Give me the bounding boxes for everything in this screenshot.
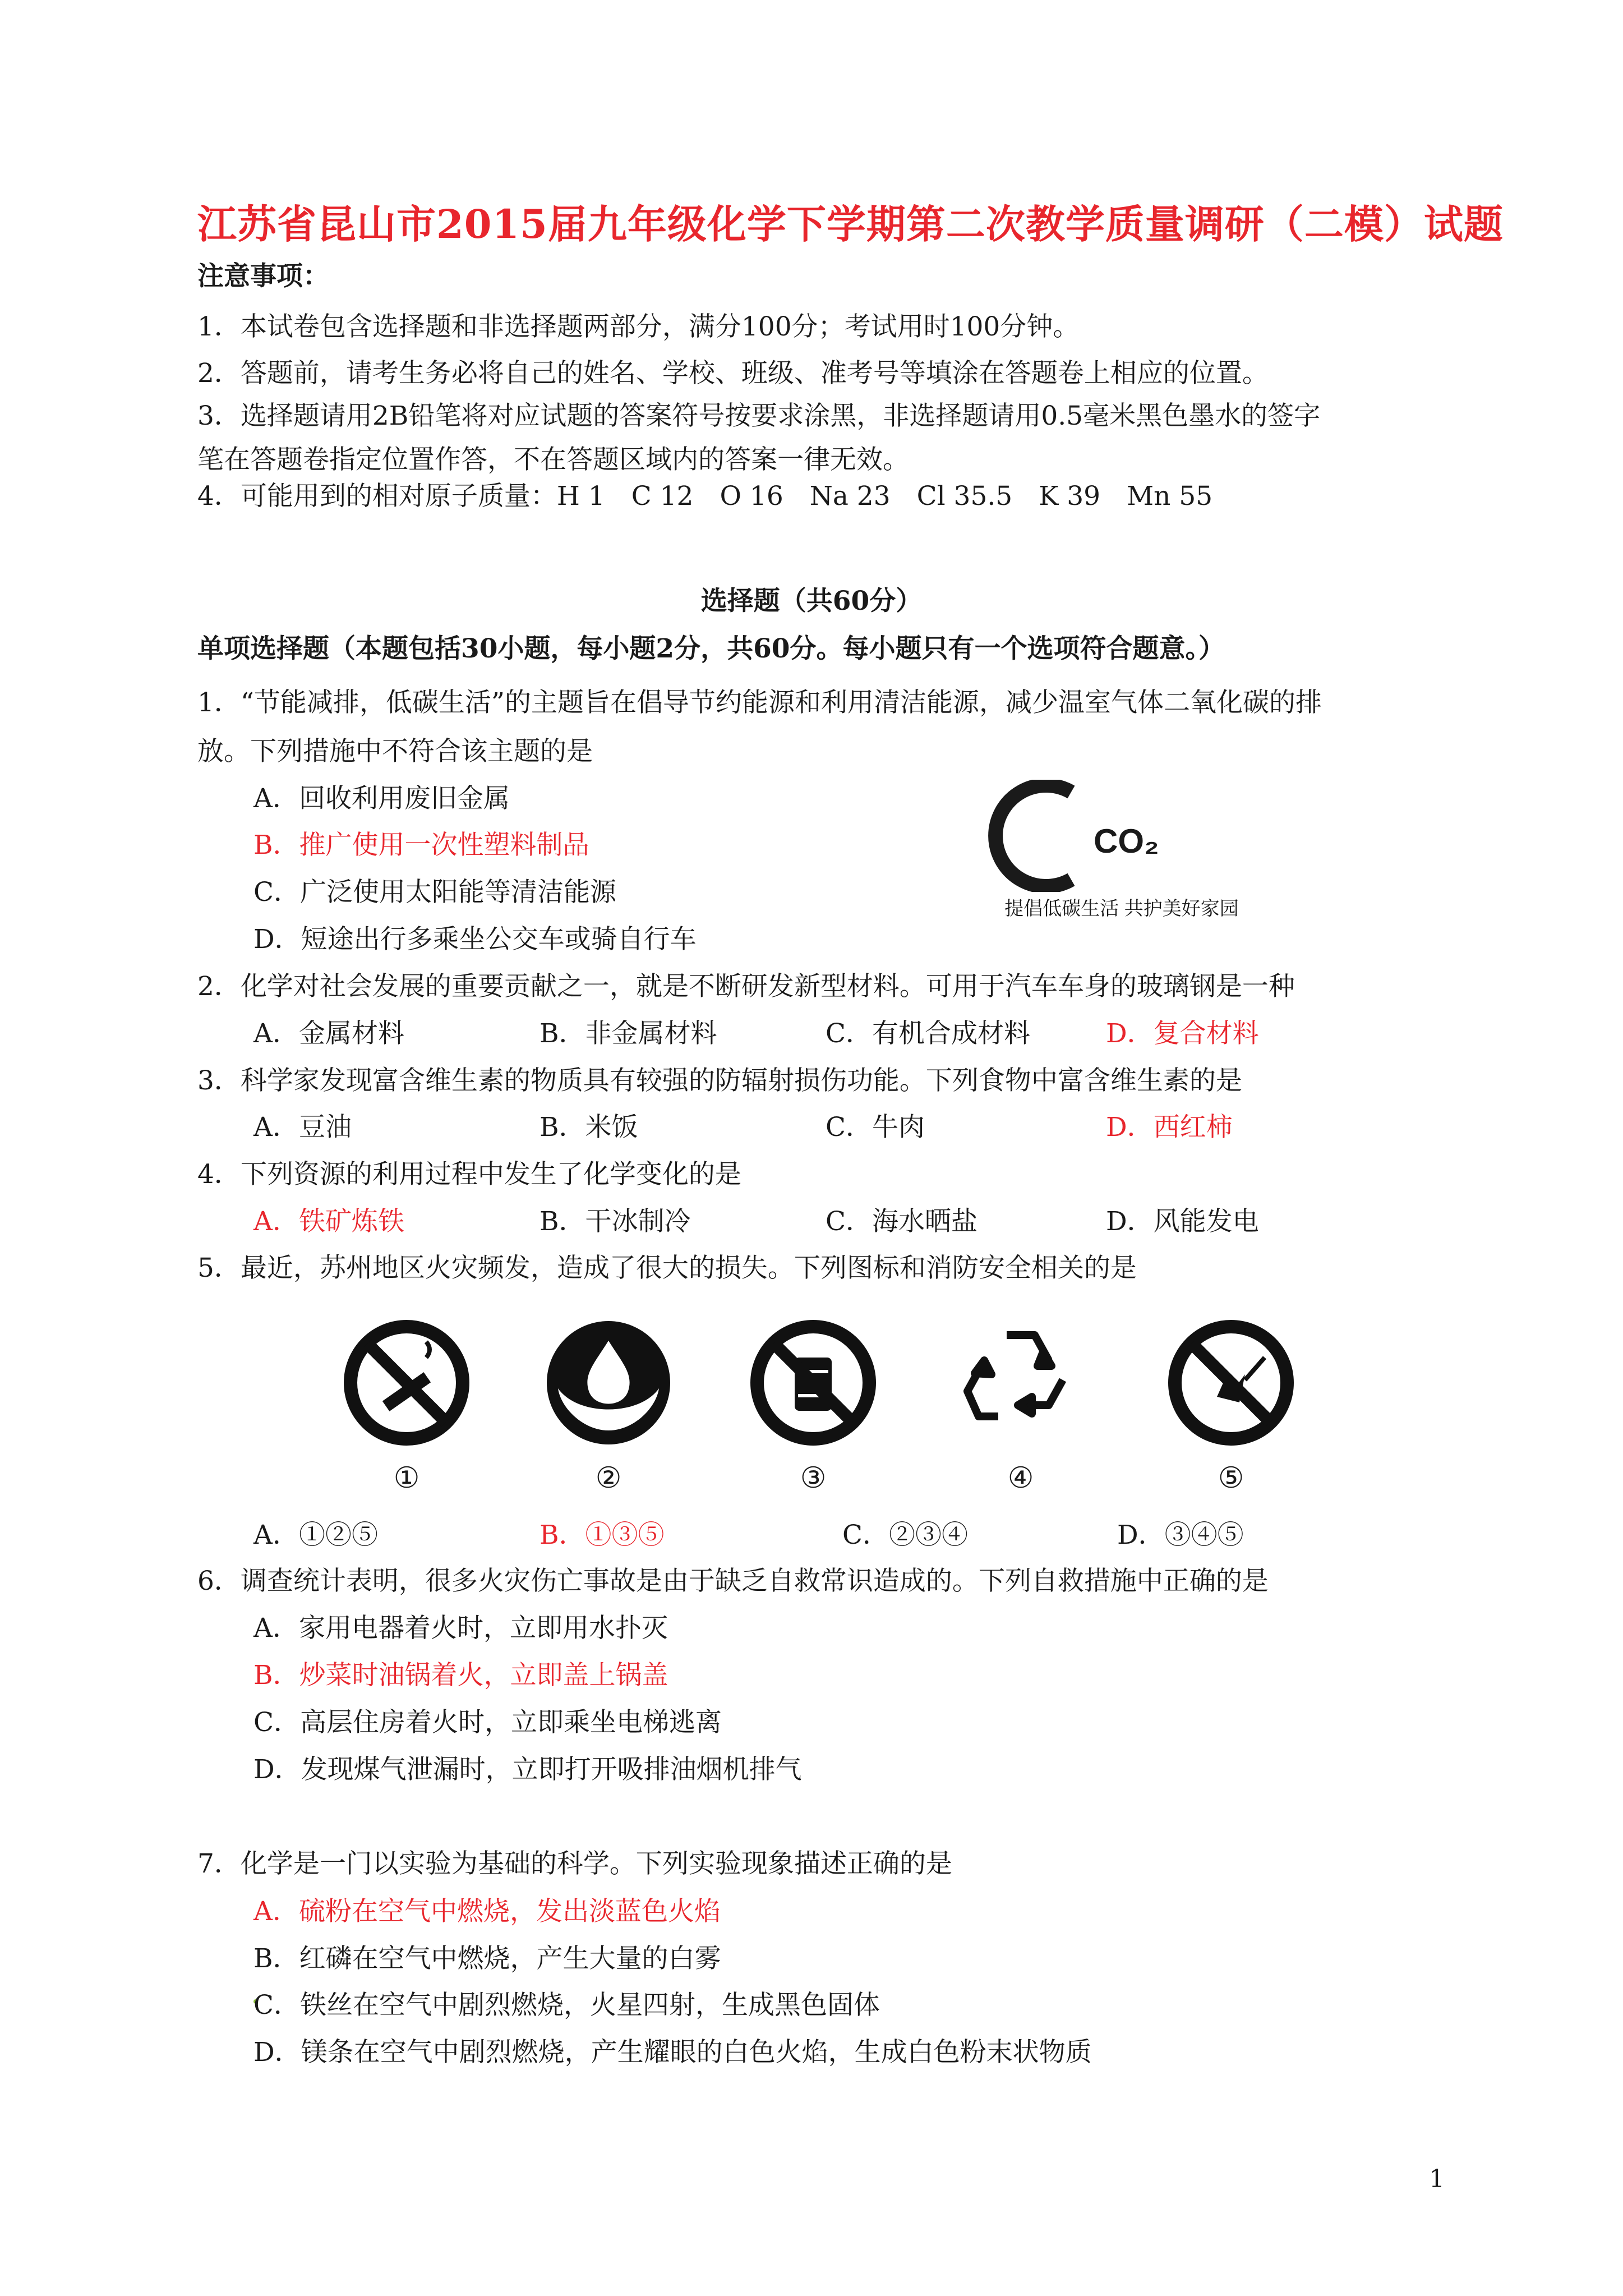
q1-option-a: A．回收利用废旧金属 — [253, 783, 510, 814]
no-smoking-sign — [342, 1318, 471, 1447]
q6-option-d: D．发现煤气泄漏时，立即打开吸排油烟机排气 — [253, 1754, 802, 1785]
q2-option-d: D．复合材料 — [1106, 1018, 1259, 1049]
logo-caption: 提倡低碳生活 共护美好家园 — [1004, 898, 1239, 919]
section-instruction: 单项选择题（本题包括30小题，每小题2分，共60分。每小题只有一个选项符合题意。） — [197, 633, 1225, 664]
q5-option-d: D．③④⑤ — [1117, 1520, 1244, 1550]
q2-option-c: C．有机合成材料 — [826, 1018, 1030, 1049]
notice-item-1: 1．本试卷包含选择题和非选择题两部分，满分100分；考试用时100分钟。 — [197, 311, 1080, 342]
no-smoking-icon — [342, 1318, 471, 1447]
q6-option-c: C．高层住房着火时，立即乘坐电梯逃离 — [253, 1707, 722, 1738]
notice-item-4: 4．可能用到的相对原子质量：H 1 C 12 O 16 Na 23 Cl 35.5 K 39 Mn 55 — [197, 481, 1213, 512]
q7-option-b: B．红磷在空气中燃烧，产生大量的白雾 — [253, 1943, 721, 1974]
water-drop-icon — [544, 1318, 673, 1447]
q4-option-a: A．铁矿炼铁 — [253, 1206, 404, 1237]
page-title: 江苏省昆山市2015届九年级化学下学期第二次教学质量调研（二模）试题 — [197, 201, 1504, 247]
notice-item-3: 3．选择题请用2B铅笔将对应试题的答案符号按要求涂黑，非选择题请用0.5毫米黑色墨水的签字 — [197, 401, 1321, 431]
q6-stem: 6．调查统计表明，很多火灾伤亡事故是由于缺乏自救常识造成的。下列自救措施中正确的是 — [197, 1566, 1269, 1596]
no-fuel-drum-sign — [749, 1318, 878, 1447]
q4-option-d: D．风能发电 — [1106, 1206, 1259, 1237]
q3-option-b: B．米饭 — [540, 1112, 638, 1143]
q5-stem: 5．最近，苏州地区火灾频发，造成了很大的损失。下列图标和消防安全相关的是 — [197, 1253, 1137, 1283]
q5-option-c: C．②③④ — [842, 1520, 968, 1550]
q2-stem: 2．化学对社会发展的重要贡献之一，就是不断研发新型材料。可用于汽车车身的玻璃钢是一种 — [197, 971, 1295, 1002]
q6-option-a: A．家用电器着火时，立即用水扑灭 — [253, 1613, 668, 1644]
q1-option-c: C．广泛使用太阳能等清洁能源 — [253, 877, 616, 908]
notice-heading: 注意事项： — [197, 261, 329, 292]
sign-label-5: ⑤ — [1218, 1461, 1244, 1495]
q3-option-d: D．西红柿 — [1106, 1112, 1233, 1143]
q3-option-a: A．豆油 — [253, 1112, 352, 1143]
q7-option-c: C．铁丝在空气中剧烈燃烧，火星四射，生成黑色固体 — [253, 1990, 880, 2021]
q4-option-b: B．干冰制冷 — [540, 1206, 691, 1237]
no-fireworks-icon — [1166, 1318, 1295, 1447]
water-sign — [544, 1318, 673, 1447]
q3-option-c: C．牛肉 — [826, 1112, 925, 1143]
q7-option-d: D．镁条在空气中剧烈燃烧，产生耀眼的白色火焰，生成白色粉末状物质 — [253, 2037, 1092, 2068]
q6-option-b: B．炒菜时油锅着火，立即盖上锅盖 — [253, 1660, 668, 1691]
low-carbon-logo — [987, 780, 1256, 926]
q5-option-a: A．①②⑤ — [253, 1520, 378, 1550]
q1-option-b: B．推广使用一次性塑料制品 — [253, 830, 589, 861]
q2-option-a: A．金属材料 — [253, 1018, 404, 1049]
q4-stem: 4．下列资源的利用过程中发生了化学变化的是 — [197, 1159, 741, 1190]
section-heading: 选择题（共60分） — [700, 586, 923, 616]
co2-label: CO₂ — [1094, 822, 1159, 860]
sign-label-4: ④ — [1007, 1461, 1034, 1495]
page-number: 1 — [1429, 2165, 1445, 2193]
recycle-icon — [953, 1313, 1088, 1447]
q7-option-a: A．硫粉在空气中燃烧，发出淡蓝色火焰 — [253, 1896, 721, 1927]
q2-option-b: B．非金属材料 — [540, 1018, 717, 1049]
no-fireworks-sign — [1166, 1318, 1295, 1447]
recycle-sign — [953, 1313, 1088, 1447]
fuel-drum-icon — [749, 1318, 878, 1447]
q7-stem: 7．化学是一门以实验为基础的科学。下列实验现象描述正确的是 — [197, 1848, 952, 1879]
sign-label-3: ③ — [800, 1461, 827, 1495]
q1-option-d: D．短途出行多乘坐公交车或骑自行车 — [253, 924, 697, 955]
sign-label-1: ① — [393, 1461, 420, 1495]
q3-stem: 3．科学家发现富含维生素的物质具有较强的防辐射损伤功能。下列食物中富含维生素的是 — [197, 1065, 1242, 1096]
q5-option-b: B．①③⑤ — [540, 1520, 665, 1550]
q1-stem-line2: 放。下列措施中不符合该主题的是 — [197, 736, 593, 767]
q1-stem-line1: 1．“节能减排，低碳生活”的主题旨在倡导节约能源和利用清洁能源，减少温室气体二氧化碳的排 — [197, 687, 1322, 718]
q4-option-c: C．海水晒盐 — [826, 1206, 978, 1237]
notice-item-2: 2．答题前，请考生务必将自己的姓名、学校、班级、准考号等填涂在答题卷上相应的位置。 — [197, 358, 1269, 389]
notice-item-3-cont: 笔在答题卷指定位置作答，不在答题区域内的答案一律无效。 — [197, 444, 909, 475]
sign-label-2: ② — [595, 1461, 622, 1495]
